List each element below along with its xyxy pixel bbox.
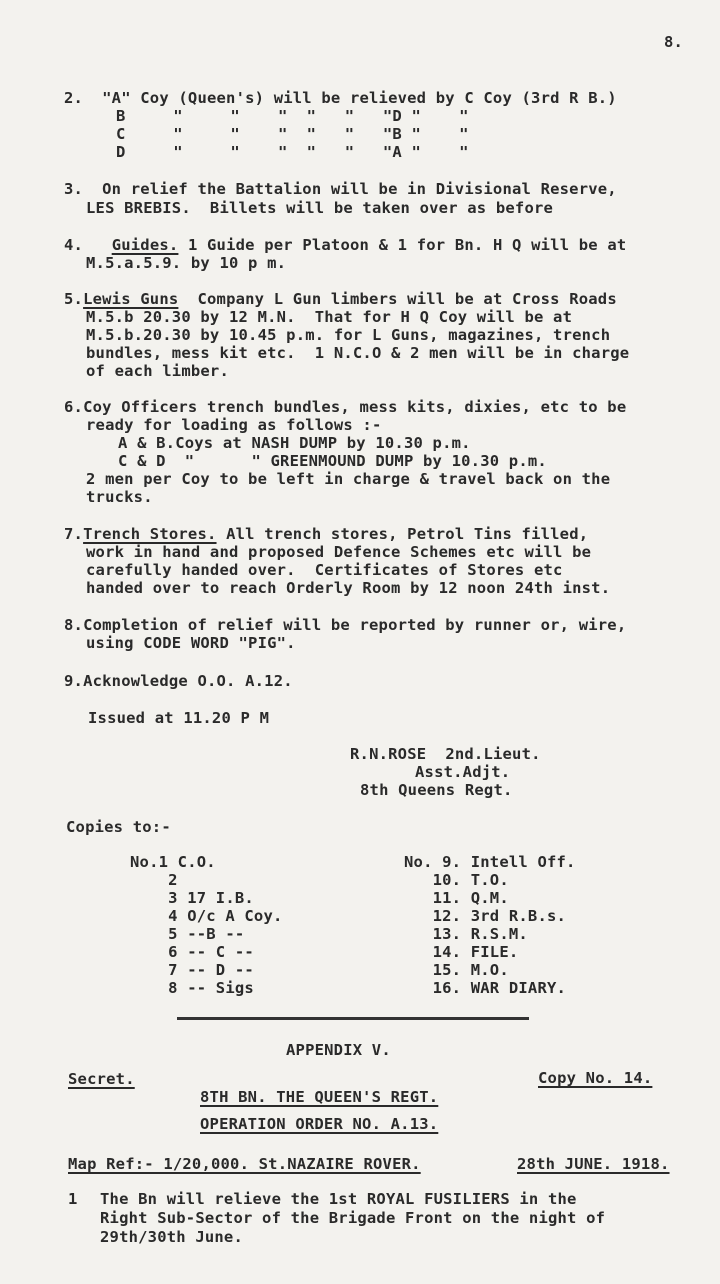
item7-heading: Trench Stores.: [83, 525, 217, 543]
order-heading: OPERATION ORDER NO. A.13.: [200, 1115, 439, 1133]
page-number: 8.: [664, 33, 684, 51]
item8-line2: using CODE WORD "PIG".: [86, 634, 296, 652]
item3-line2: LES BREBIS. Billets will be taken over as before: [86, 199, 554, 217]
copy-right-9: No. 9. Intell Off.: [404, 853, 576, 871]
item6-line5: 2 men per Coy to be left in charge & travel back on the: [86, 470, 611, 488]
copy-left-1: No.1 C.O.: [130, 853, 216, 871]
copy-right-11: 11. Q.M.: [404, 889, 509, 907]
item7-line4: handed over to reach Orderly Room by 12 noon 24th inst.: [86, 579, 611, 597]
item5-line5: of each limber.: [86, 362, 229, 380]
item7-line2: work in hand and proposed Defence Schemes etc will be: [86, 543, 592, 561]
item7-line3: carefully handed over. Certificates of Stores etc: [86, 561, 563, 579]
copy-left-7: 7 -- D --: [130, 961, 254, 979]
item6-line6: trucks.: [86, 488, 153, 506]
signature-unit: 8th Queens Regt.: [360, 781, 513, 799]
item5-line1: [64, 290, 617, 308]
copies-heading: Copies to:-: [66, 818, 171, 836]
secret-label: Secret.: [68, 1070, 135, 1088]
item6-line1: 6.Coy Officers trench bundles, mess kits, dixies, etc to be: [64, 398, 627, 416]
map-reference: Map Ref:- 1/20,000. St.NAZAIRE ROVER.: [68, 1155, 421, 1173]
copy-right-14: 14. FILE.: [404, 943, 519, 961]
item5-text: Company L Gun limbers will be at Cross Roads: [178, 290, 617, 308]
item6-line2: ready for loading as follows :-: [86, 416, 382, 434]
para1-line2: Right Sub-Sector of the Brigade Front on the night of: [100, 1209, 606, 1227]
item9: 9.Acknowledge O.O. A.12.: [64, 672, 293, 690]
copy-right-10: 10. T.O.: [404, 871, 509, 889]
item4-line2: M.5.a.5.9. by 10 p m.: [86, 254, 287, 272]
item5-heading: Lewis Guns: [83, 290, 179, 308]
copy-left-5: 5 --B --: [130, 925, 245, 943]
para1-line3: 29th/30th June.: [100, 1228, 243, 1246]
copy-right-15: 15. M.O.: [404, 961, 509, 979]
item2-line3: C " " " " " "B " ": [116, 125, 469, 143]
copy-right-12: 12. 3rd R.B.s.: [404, 907, 567, 925]
item5-number: 5.: [64, 290, 84, 308]
item5-line3: M.5.b.20.30 by 10.45 p.m. for L Guns, magazines, trench: [86, 326, 611, 344]
signature-role: Asst.Adjt.: [415, 763, 511, 781]
appendix-title: APPENDIX V.: [286, 1041, 391, 1059]
order-date: 28th JUNE. 1918.: [517, 1155, 670, 1173]
item8-line1: 8.Completion of relief will be reported by runner or, wire,: [64, 616, 627, 634]
copy-right-13: 13. R.S.M.: [404, 925, 528, 943]
section-divider: [177, 1017, 529, 1020]
item2-line2: B " " " " " "D " ": [116, 107, 469, 125]
copy-right-16: 16. WAR DIARY.: [404, 979, 567, 997]
item2-line4: D " " " " " "A " ": [116, 143, 469, 161]
para1-number: 1: [68, 1190, 78, 1208]
para1-line1: The Bn will relieve the 1st ROYAL FUSILIERS in the: [100, 1190, 577, 1208]
item6-line4: C & D " " GREENMOUND DUMP by 10.30 p.m.: [118, 452, 547, 470]
item7-text: All trench stores, Petrol Tins filled,: [216, 525, 589, 543]
item4-number: 4.: [64, 236, 84, 254]
issued-line: Issued at 11.20 P M: [88, 709, 270, 727]
item3-line1: 3. On relief the Battalion will be in Divisional Reserve,: [64, 180, 617, 198]
copy-left-6: 6 -- C --: [130, 943, 254, 961]
copy-left-2: 2: [130, 871, 178, 889]
signature-name: R.N.ROSE 2nd.Lieut.: [350, 745, 541, 763]
item4-line1: [64, 236, 626, 254]
unit-heading: 8TH BN. THE QUEEN'S REGT.: [200, 1088, 439, 1106]
item5-line4: bundles, mess kit etc. 1 N.C.O & 2 men will be in charge: [86, 344, 630, 362]
item7-number: 7.: [64, 525, 84, 543]
item4-heading: Guides.: [111, 236, 179, 254]
item5-line2: M.5.b 20.30 by 12 M.N. That for H Q Coy will be at: [86, 308, 573, 326]
copy-number: Copy No. 14.: [538, 1069, 653, 1087]
item7-line1: [64, 525, 588, 543]
copy-left-3: 3 17 I.B.: [130, 889, 254, 907]
item2-line1: 2. "A" Coy (Queen's) will be relieved by C Coy (3rd R B.): [64, 89, 617, 107]
copy-left-4: 4 O/c A Coy.: [130, 907, 283, 925]
copy-left-8: 8 -- Sigs: [130, 979, 254, 997]
item4-text: 1 Guide per Platoon & 1 for Bn. H Q will be at: [178, 236, 627, 254]
item6-line3: A & B.Coys at NASH DUMP by 10.30 p.m.: [118, 434, 471, 452]
